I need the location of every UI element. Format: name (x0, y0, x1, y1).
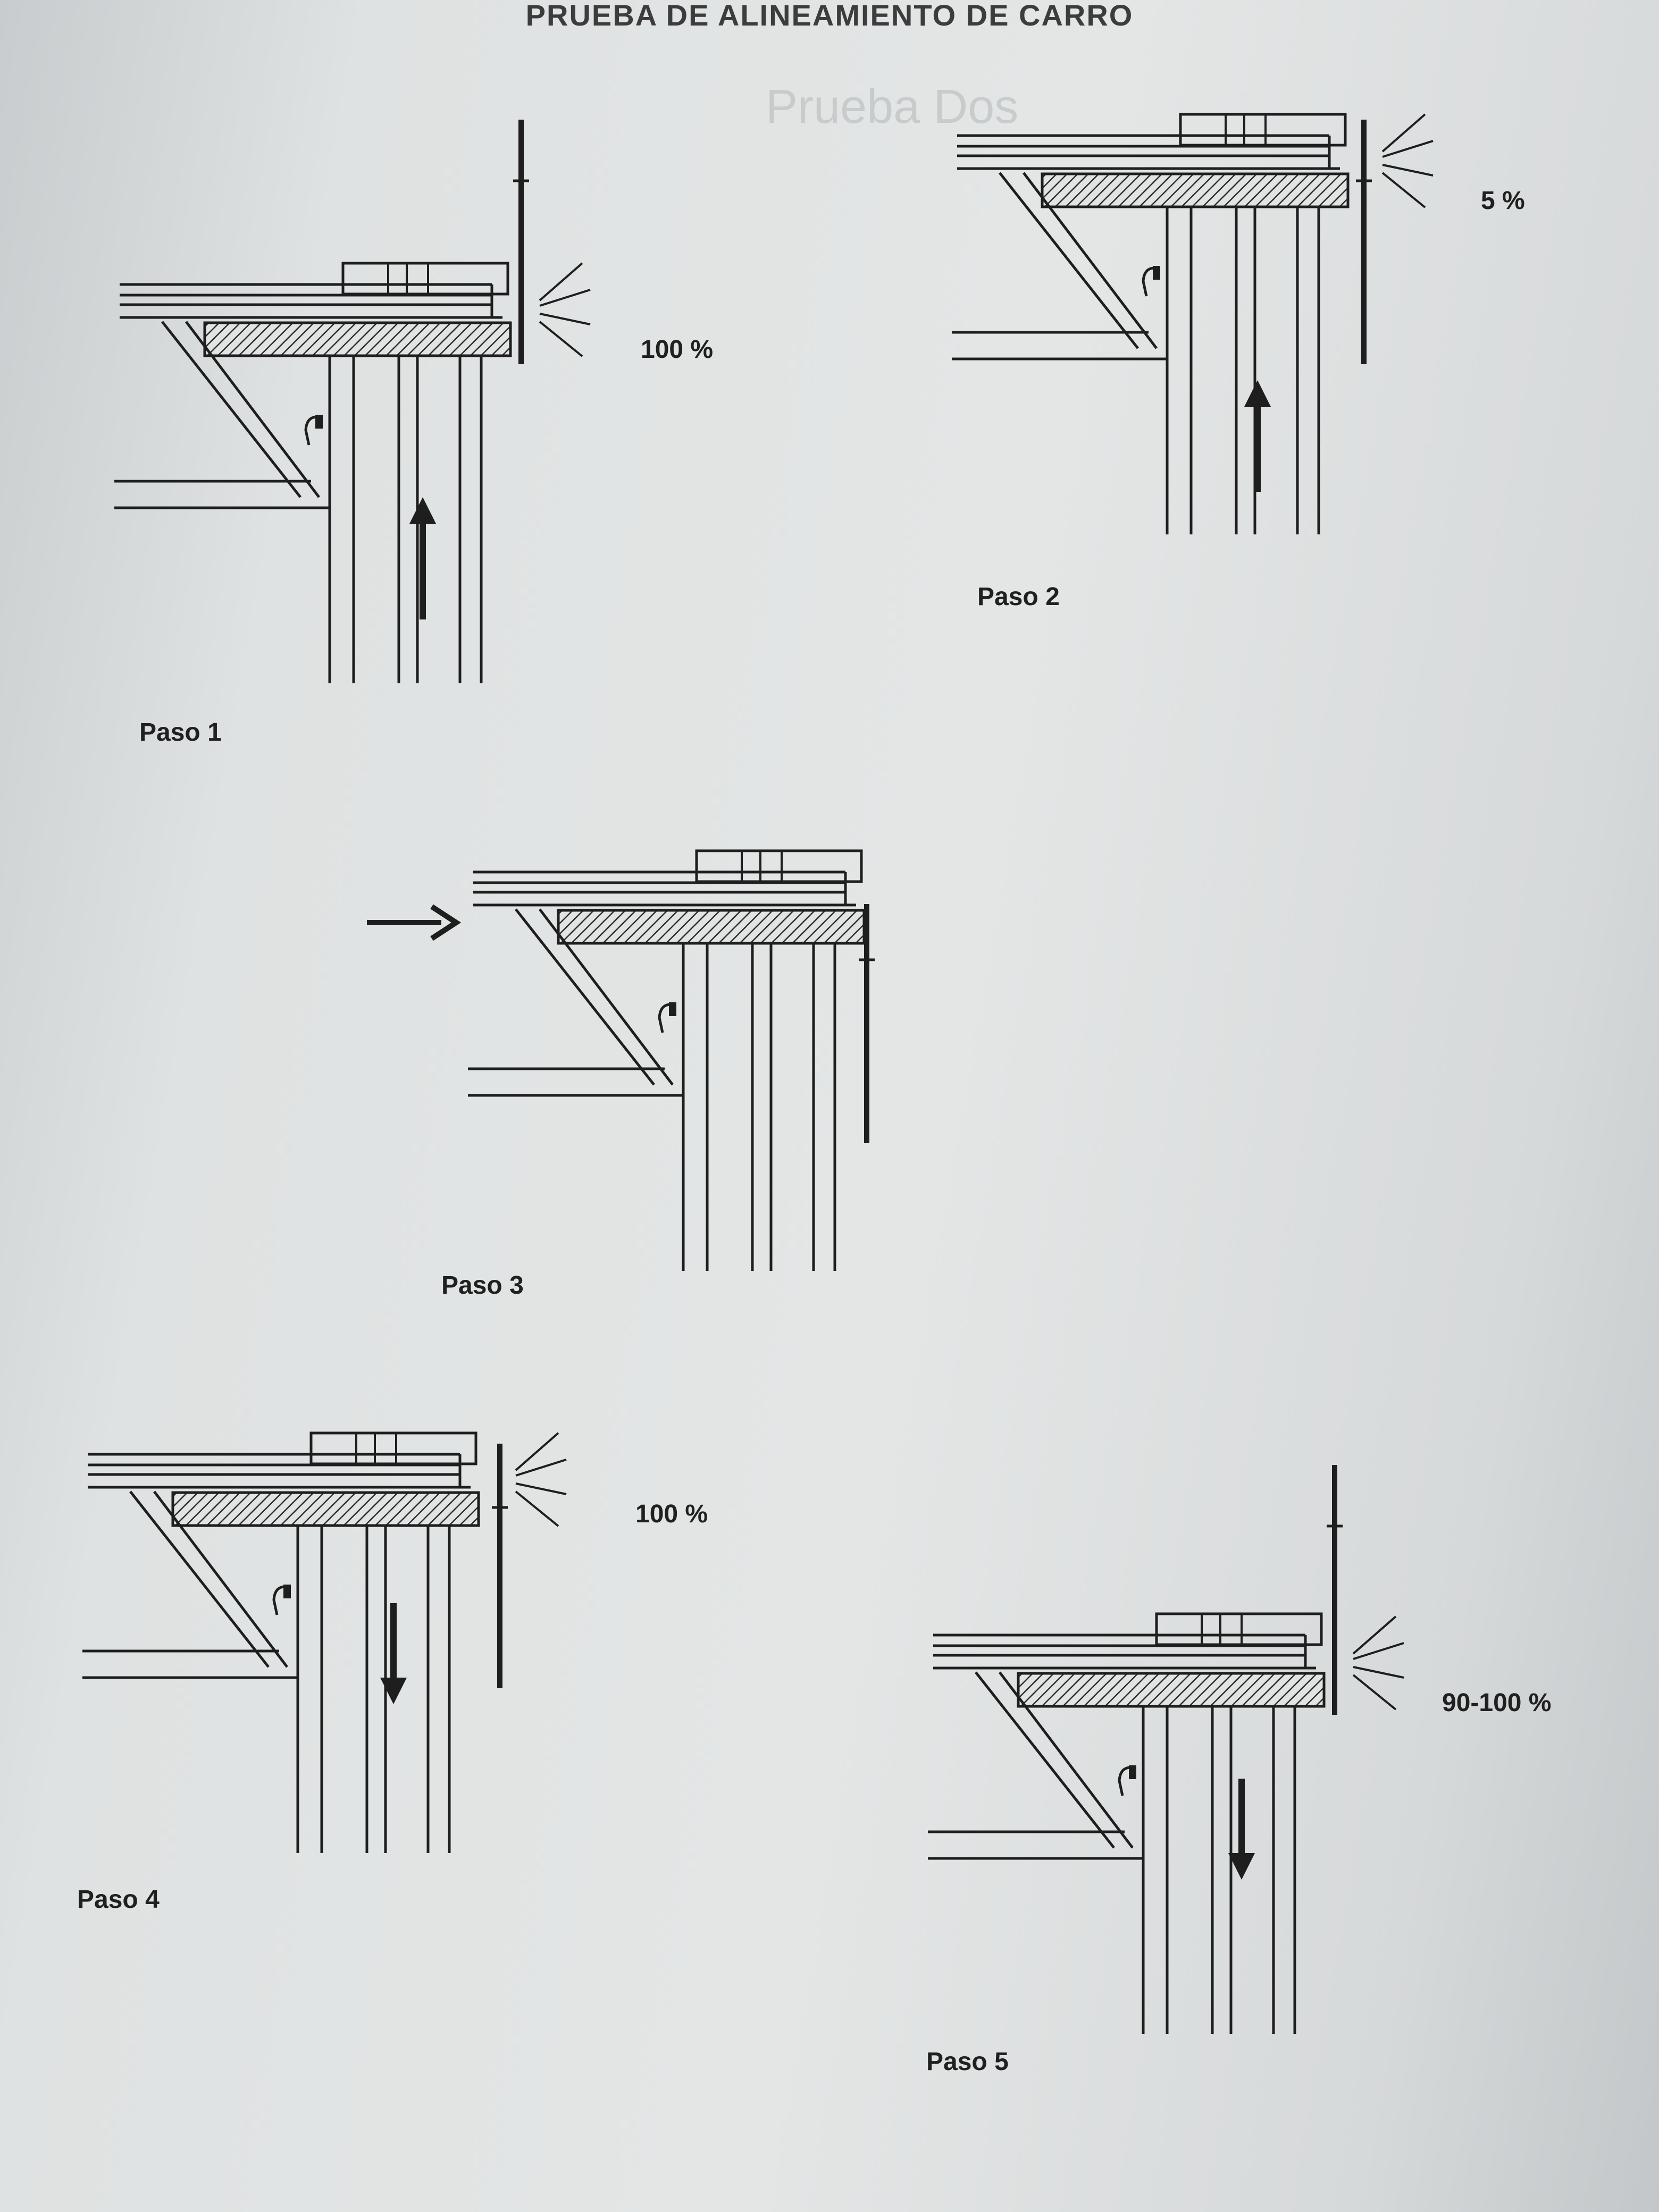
step-label-4: Paso 4 (77, 1886, 160, 1914)
diagram-step-1 (114, 120, 590, 683)
diagram-step-4 (82, 1433, 566, 1853)
percent-step-2: 5 % (1481, 187, 1525, 215)
step-label-3: Paso 3 (441, 1271, 524, 1300)
bleed-through-heading: Prueba Dos (766, 80, 1019, 133)
diagram-step-3 (468, 851, 875, 1271)
percent-step-4: 100 % (635, 1500, 708, 1528)
percent-step-5: 90-100 % (1442, 1689, 1552, 1717)
diagram-step-2 (952, 114, 1433, 534)
push-arrow-step-3 (367, 907, 456, 939)
step-label-5: Paso 5 (926, 2048, 1009, 2076)
page-title: PRUEBA DE ALINEAMIENTO DE CARRO (525, 0, 1134, 32)
diagram-step-5 (928, 1465, 1404, 2034)
step-label-2: Paso 2 (977, 583, 1060, 611)
step-label-1: Paso 1 (139, 718, 222, 747)
percent-step-1: 100 % (641, 336, 714, 364)
